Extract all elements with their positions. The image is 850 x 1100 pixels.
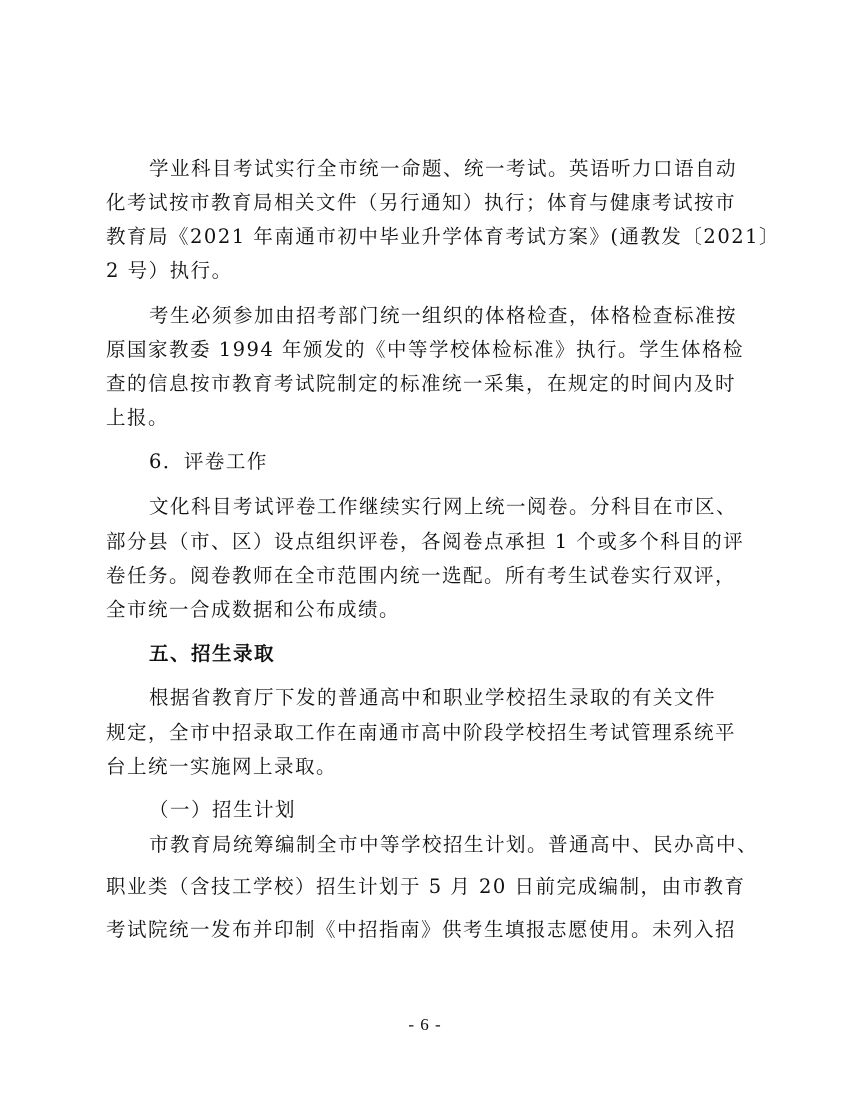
subheading-grading: 6．评卷工作: [149, 450, 268, 473]
paragraph-2-line-4: 上报。: [106, 406, 170, 429]
paragraph-1-line-2: 化考试按市教育局相关文件（另行通知）执行；体育与健康考试按市: [106, 191, 737, 214]
paragraph-1-line-3: 教育局《2021 年南通市初中毕业升学体育考试方案》(通教发〔2021〕: [106, 225, 781, 248]
paragraph-2-line-1: 考生必须参加由招考部门统一组织的体格检查，体格检查标准按: [149, 304, 738, 327]
paragraph-2-line-3: 查的信息按市教育考试院制定的标准统一采集，在规定的时间内及时: [106, 372, 737, 395]
paragraph-5-line-2: 职业类（含技工学校）招生计划于 5 月 20 日前完成编制，由市教育: [106, 875, 746, 898]
section-heading-admission: 五、招生录取: [149, 642, 276, 665]
paragraph-4-line-2: 规定，全市中招录取工作在南通市高中阶段学校招生考试管理系统平: [106, 721, 737, 744]
page-number: - 6 -: [408, 1015, 442, 1034]
paragraph-3-line-1: 文化科目考试评卷工作继续实行网上统一阅卷。分科目在市区、: [149, 495, 738, 518]
paragraph-3-line-3: 卷任务。阅卷教师在全市范围内统一选配。所有考生试卷实行双评，: [106, 564, 737, 587]
paragraph-3-line-2: 部分县（市、区）设点组织评卷，各阅卷点承担 1 个或多个科目的评: [106, 530, 745, 553]
paragraph-5-line-1: 市教育局统筹编制全市中等学校招生计划。普通高中、民办高中、: [149, 833, 759, 856]
paragraph-1-line-1: 学业科目考试实行全市统一命题、统一考试。英语听力口语自动: [149, 157, 738, 180]
subheading-enrollment-plan: （一）招生计划: [149, 798, 297, 821]
paragraph-3-line-4: 全市统一合成数据和公布成绩。: [106, 598, 401, 621]
paragraph-1-line-4: 2 号）执行。: [106, 259, 233, 282]
paragraph-2-line-2: 原国家教委 1994 年颁发的《中等学校体检标准》执行。学生体格检: [106, 338, 745, 361]
paragraph-4-line-1: 根据省教育厅下发的普通高中和职业学校招生录取的有关文件: [149, 686, 717, 709]
paragraph-5-line-3: 考试院统一发布并印制《中招指南》供考生填报志愿使用。未列入招: [106, 918, 737, 941]
paragraph-4-line-3: 台上统一实施网上录取。: [106, 755, 338, 778]
